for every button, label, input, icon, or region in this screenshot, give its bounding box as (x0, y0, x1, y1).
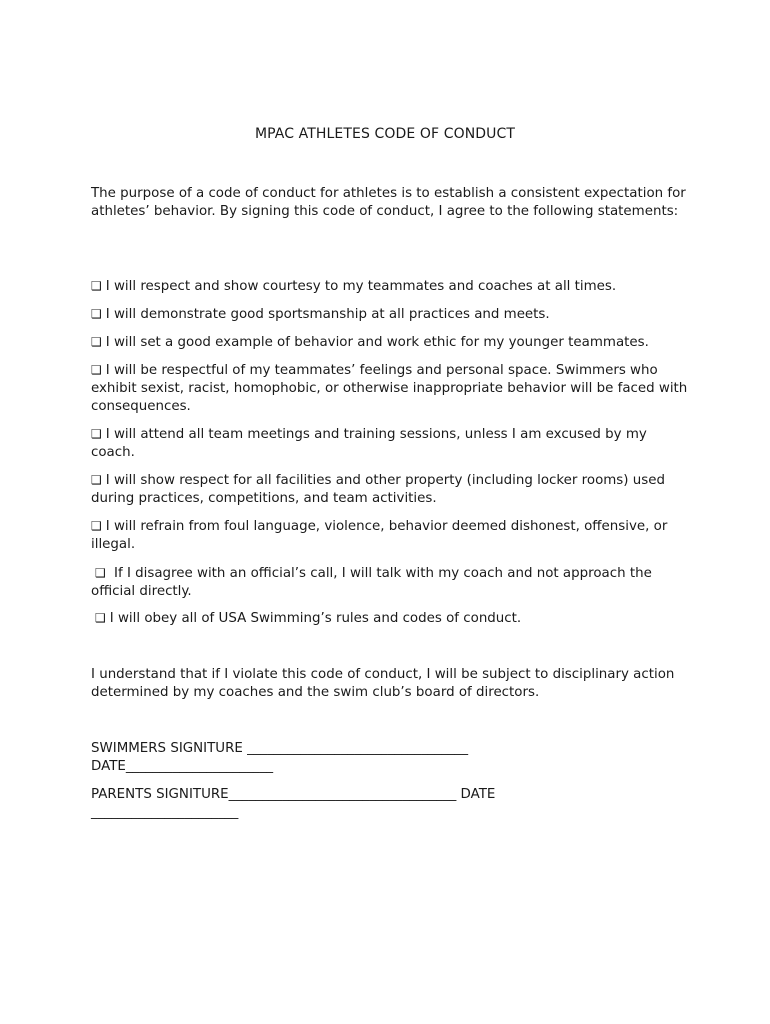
statement-text: I will be respectful of my teammates’ feelings and personal space. Swimmers who exhibit sexist, racist, homophobic, or otherwise inappropriate behavior will be faced with consequences. (91, 363, 688, 415)
statement-item (91, 564, 691, 601)
statement-text: If I disagree with an official’s call, I will talk with my coach and not approach the official directly. (91, 566, 652, 600)
checkbox-icon: ❑ (91, 279, 102, 293)
statement-item (91, 517, 691, 554)
statement-item (91, 333, 691, 352)
checkbox-icon: ❑ (95, 611, 106, 625)
statement-text: I will demonstrate good sportsmanship at all practices and meets. (105, 307, 550, 322)
statement-item (91, 425, 691, 462)
statement-item (91, 361, 691, 417)
statement-text: I will set a good example of behavior and work ethic for my younger teammates. (105, 335, 649, 350)
statement-text: I will attend all team meetings and training sessions, unless I am excused by my coach. (91, 427, 647, 461)
statement-item (91, 471, 691, 508)
checkbox-icon: ❑ (91, 519, 102, 533)
checkbox-icon: ❑ (91, 473, 102, 487)
document-title: MPAC ATHLETES CODE OF CONDUCT (254, 126, 516, 142)
checkbox-icon: ❑ (91, 363, 102, 377)
statement-text: I will refrain from foul language, violence, behavior deemed dishonest, offensive, or illegal. (91, 519, 668, 553)
checkbox-icon: ❑ (95, 566, 106, 580)
checkbox-icon: ❑ (91, 427, 102, 441)
statement-item (91, 305, 691, 324)
statement-item (91, 277, 691, 296)
statement-text: I will show respect for all facilities and other property (including locker rooms) used during practices, competitions, and team activities. (91, 473, 665, 507)
swimmer-signature-line: SWIMMERS SIGNITURE _________________________________ DATE______________________ (91, 741, 469, 775)
statement-text: I will respect and show courtesy to my teammates and coaches at all times. (105, 279, 617, 294)
checkbox-icon: ❑ (91, 307, 102, 321)
parent-signature-line: PARENTS SIGNITURE__________________________________ DATE ______________________ (91, 787, 496, 821)
statement-text: I will obey all of USA Swimming’s rules and codes of conduct. (109, 611, 522, 626)
statement-item (91, 609, 691, 628)
closing-paragraph: I understand that if I violate this code of conduct, I will be subject to disciplinary action determined by my coaches and the swim club’s board of directors. (91, 667, 675, 701)
intro-paragraph: The purpose of a code of conduct for athletes is to establish a consistent expectation for athletes’ behavior. By signing this code of conduct, I agree to the following statements: (91, 186, 686, 220)
checkbox-icon: ❑ (91, 335, 102, 349)
